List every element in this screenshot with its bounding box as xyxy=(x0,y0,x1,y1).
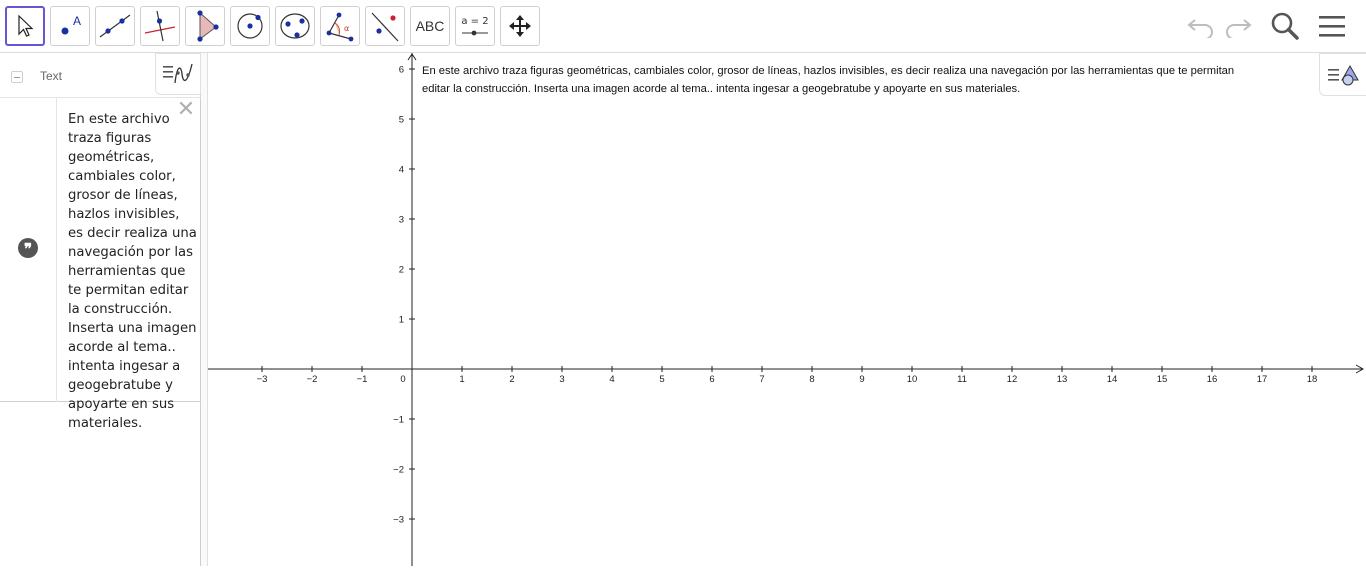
slider-icon xyxy=(460,30,490,36)
graphics-text-object[interactable] xyxy=(422,62,1312,98)
perpendicular-line-tool-button[interactable] xyxy=(140,6,180,46)
line-icon xyxy=(98,11,132,41)
x-tick-label: 16 xyxy=(1206,374,1218,385)
x-tick-label: 14 xyxy=(1106,374,1118,385)
row-marker[interactable] xyxy=(0,98,57,402)
x-tick-label: 7 xyxy=(759,374,765,385)
x-tick-label: 4 xyxy=(609,374,615,385)
reflect-tool-button[interactable] xyxy=(365,6,405,46)
view-divider[interactable] xyxy=(201,53,208,566)
x-tick-label: 6 xyxy=(709,374,715,385)
x-tick-label: 15 xyxy=(1156,374,1168,385)
y-tick-label: −3 xyxy=(393,514,404,526)
y-tick-label: −1 xyxy=(393,414,404,426)
circle-icon xyxy=(233,9,267,43)
arrow-cursor-icon xyxy=(15,14,35,38)
graphics-view[interactable] xyxy=(208,53,1366,566)
graphics-style-icon xyxy=(1326,62,1360,88)
x-tick-label: 2 xyxy=(509,374,515,385)
point-tool-button[interactable] xyxy=(50,6,90,46)
move-arrows-icon xyxy=(507,13,533,39)
algebra-view xyxy=(0,53,201,566)
svg-text:α: α xyxy=(344,24,350,33)
y-tick-label: −2 xyxy=(393,464,404,476)
redo-button[interactable] xyxy=(1222,10,1254,42)
x-tick-label: 9 xyxy=(859,374,865,385)
x-tick-label: −3 xyxy=(256,374,268,385)
close-icon[interactable]: ✕ xyxy=(176,97,196,122)
perpendicular-icon xyxy=(143,9,177,43)
algebra-style-icon xyxy=(161,61,195,87)
graphics-text-line-1: En este archivo traza figuras geométricas, cambiales color, grosor de líneas, hazlos invisibles, es decir realiza una navegación por las herramientas que te permitan xyxy=(422,65,1235,77)
x-tick-label: 13 xyxy=(1056,374,1068,385)
algebra-item-text[interactable]: En este archivo traza figuras geométricas, cambiales color, grosor de líneas, hazlos invisibles, es decir realiza una navegación por las herramientas que te permitan editar la construcción. Inserta una imagen acorde al tema.. intenta ingesar a geogebratube y apoyarte en sus materiales. xyxy=(68,112,197,431)
text-object-icon[interactable]: ❞ xyxy=(18,238,38,258)
x-tick-label: 11 xyxy=(957,374,967,385)
algebra-header-label: Text xyxy=(40,69,63,83)
x-tick-label: −1 xyxy=(356,374,368,385)
conic-icon xyxy=(278,9,312,43)
y-tick-label: 6 xyxy=(398,64,404,76)
search-icon xyxy=(1270,11,1300,41)
point-icon xyxy=(55,11,85,41)
x-tick-label: 5 xyxy=(659,374,665,385)
text-tool-button[interactable] xyxy=(410,6,450,46)
x-tick-label: 12 xyxy=(1006,374,1018,385)
graphics-text-line-2: editar la construcción. Inserta una imagen acorde al tema.. intenta ingesar a geogebratube y apoyarte en sus materiales. xyxy=(422,83,1021,95)
angle-icon xyxy=(323,9,357,43)
reflect-icon xyxy=(368,9,402,43)
text-tool-label: ABC xyxy=(415,18,445,34)
slider-tool-button[interactable] xyxy=(455,6,495,46)
move-tool-button[interactable] xyxy=(5,6,45,46)
polygon-tool-button[interactable] xyxy=(185,6,225,46)
x-tick-label: 18 xyxy=(1306,374,1318,385)
undo-icon xyxy=(1186,14,1216,38)
redo-icon xyxy=(1223,14,1253,38)
x-tick-label: 0 xyxy=(400,374,406,385)
x-tick-label: 3 xyxy=(559,374,565,385)
main-menu-button[interactable] xyxy=(1316,10,1348,42)
algebra-header xyxy=(0,53,201,98)
conic-tool-button[interactable] xyxy=(275,6,315,46)
x-tick-label: 8 xyxy=(809,374,815,385)
y-tick-label: 3 xyxy=(398,214,404,226)
y-tick-label: 4 xyxy=(398,164,404,176)
search-button[interactable] xyxy=(1269,10,1301,42)
algebra-item-row[interactable] xyxy=(0,97,201,431)
toolbar xyxy=(0,0,1366,53)
y-tick-label: 1 xyxy=(398,314,404,326)
graphics-style-bar-button[interactable] xyxy=(1319,53,1366,96)
angle-tool-button[interactable] xyxy=(320,6,360,46)
svg-text:A: A xyxy=(73,14,82,28)
collapse-toggle[interactable] xyxy=(11,71,23,83)
y-tick-label: 2 xyxy=(398,264,404,276)
menu-icon xyxy=(1318,13,1346,39)
circle-tool-button[interactable] xyxy=(230,6,270,46)
line-tool-button[interactable] xyxy=(95,6,135,46)
algebra-style-bar-button[interactable] xyxy=(155,53,201,95)
undo-button[interactable] xyxy=(1185,10,1217,42)
coordinate-axes xyxy=(208,53,1366,566)
x-tick-label: 17 xyxy=(1256,374,1268,385)
x-tick-label: −2 xyxy=(306,374,318,385)
polygon-icon xyxy=(188,9,222,43)
y-tick-label: 5 xyxy=(398,114,404,126)
x-tick-label: 1 xyxy=(459,374,465,385)
move-graphics-tool-button[interactable] xyxy=(500,6,540,46)
slider-tool-label: a = 2 xyxy=(461,16,489,27)
x-tick-label: 10 xyxy=(906,374,918,385)
